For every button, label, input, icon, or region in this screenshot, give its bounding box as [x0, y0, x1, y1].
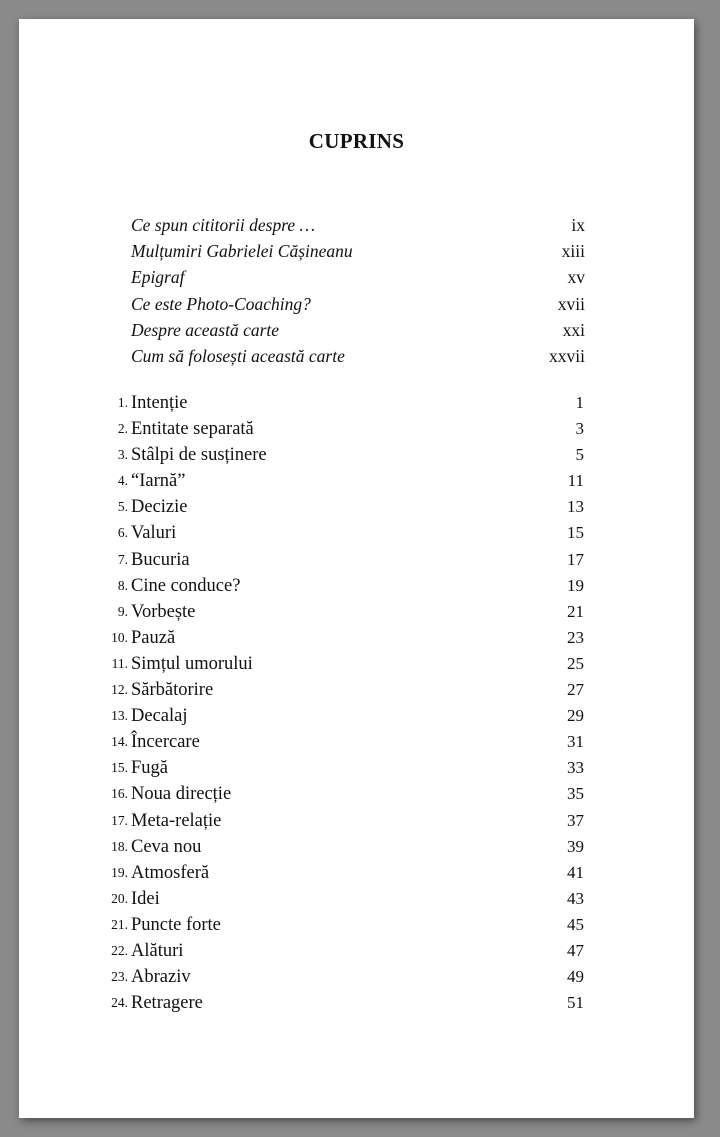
chapter-number: 16.	[111, 786, 128, 802]
chapter-entry	[89, 912, 584, 938]
chapter-entry	[89, 703, 584, 729]
chapter-entry	[89, 808, 584, 834]
chapter-number: 13.	[111, 708, 128, 724]
chapter-title: Decizie	[131, 497, 188, 518]
chapter-entry	[89, 625, 584, 651]
chapter-entry	[89, 573, 584, 599]
chapter-title: Entitate separată	[131, 419, 254, 440]
chapter-entry	[89, 834, 584, 860]
chapter-entry	[89, 860, 584, 886]
chapter-number: 6.	[117, 525, 128, 541]
chapter-page: 19	[567, 575, 584, 595]
chapter-entry	[89, 677, 584, 703]
chapter-number: 20.	[111, 890, 128, 906]
chapter-page: 25	[567, 653, 584, 673]
front-matter-page: xiii	[561, 241, 585, 262]
page-title: CUPRINS	[308, 129, 405, 153]
chapter-page: 35	[567, 784, 584, 804]
front-matter-title: Cum să folosești această carte	[131, 345, 345, 366]
chapter-entry	[89, 964, 584, 990]
chapter-entry	[89, 442, 584, 468]
chapter-number: 24.	[111, 995, 128, 1011]
chapter-title: Pauză	[131, 627, 176, 648]
chapter-title: Decalaj	[131, 706, 188, 727]
chapter-page: 27	[567, 680, 584, 700]
chapter-page: 43	[567, 888, 584, 908]
chapter-title: Intenție	[131, 393, 188, 413]
front-matter-title: Epigraf	[131, 267, 185, 288]
chapter-page: 31	[567, 732, 584, 752]
chapter-number: 21.	[111, 916, 128, 932]
front-matter-list	[131, 212, 585, 369]
chapter-number: 15.	[111, 760, 128, 776]
chapter-title: Sărbătorire	[131, 680, 214, 701]
front-matter-title: Ce este Photo-Coaching?	[131, 293, 311, 314]
chapter-title: Vorbește	[131, 601, 196, 622]
chapter-title: Idei	[131, 888, 160, 909]
chapter-page: 3	[575, 419, 584, 439]
chapter-entry	[89, 938, 584, 964]
chapter-title: Retragere	[131, 993, 203, 1014]
chapter-title: Noua direcție	[131, 784, 232, 805]
front-matter-page: xxi	[562, 319, 585, 340]
chapter-entry	[89, 547, 584, 573]
front-matter-page: xv	[567, 267, 585, 288]
chapter-number: 2.	[117, 421, 128, 437]
chapter-entry	[89, 990, 584, 1016]
chapter-number: 9.	[117, 603, 128, 619]
chapter-page: 17	[567, 549, 584, 569]
chapter-page: 33	[567, 758, 584, 778]
chapter-title: Simțul umorului	[131, 653, 253, 674]
chapter-title: Meta-relație	[131, 810, 222, 831]
chapter-entry	[89, 651, 584, 677]
chapter-title: Stâlpi de susținere	[131, 445, 267, 466]
chapter-page: 51	[567, 993, 584, 1013]
front-matter-title: Mulțumiri Gabrielei Cășineanu	[131, 241, 353, 262]
chapter-page: 21	[567, 601, 584, 621]
chapter-page: 1	[575, 393, 584, 412]
chapter-number: 12.	[111, 682, 128, 698]
chapter-title: Abraziv	[131, 967, 191, 988]
book-page	[19, 19, 694, 1118]
chapter-page: 13	[567, 497, 584, 517]
chapter-page: 37	[567, 810, 584, 830]
chapter-number: 8.	[117, 577, 128, 593]
chapter-title: Alături	[131, 940, 184, 961]
chapter-number: 5.	[117, 499, 128, 515]
chapter-title: Bucuria	[131, 549, 190, 570]
chapter-number: 3.	[117, 447, 128, 463]
chapter-number: 17.	[111, 812, 128, 828]
chapter-entry	[89, 468, 584, 494]
chapter-number: 18.	[111, 838, 128, 854]
front-matter-entry	[131, 317, 585, 343]
chapter-number: 10.	[111, 629, 128, 645]
chapter-title: Fugă	[131, 758, 168, 779]
front-matter-entry	[131, 291, 585, 317]
chapter-title: Cine conduce?	[131, 575, 241, 596]
chapter-page: 11	[567, 471, 584, 491]
front-matter-entry	[131, 264, 585, 290]
chapter-entry	[89, 390, 584, 416]
chapter-title: Ceva nou	[131, 836, 202, 857]
chapter-number: 19.	[111, 864, 128, 880]
chapter-page: 47	[567, 940, 584, 960]
chapter-page: 39	[567, 836, 584, 856]
front-matter-title: Ce spun cititorii despre …	[131, 215, 316, 235]
chapter-entry	[89, 416, 584, 442]
chapter-number: 7.	[117, 551, 128, 567]
chapter-page: 29	[567, 706, 584, 726]
chapter-number: 23.	[111, 969, 128, 985]
chapter-entry	[89, 781, 584, 807]
chapter-page: 23	[567, 627, 584, 647]
chapter-title: “Iarnă”	[131, 471, 186, 492]
chapter-title: Încercare	[131, 732, 200, 753]
front-matter-page: xxvii	[549, 345, 585, 366]
chapter-page: 41	[567, 862, 584, 882]
front-matter-entry	[131, 343, 585, 369]
front-matter-page: ix	[571, 215, 585, 235]
chapter-number: 4.	[117, 473, 128, 489]
chapter-number: 11.	[111, 655, 128, 671]
front-matter-title: Despre această carte	[131, 319, 280, 340]
chapter-title: Atmosferă	[131, 862, 210, 883]
front-matter-entry	[131, 238, 585, 264]
chapter-entry	[89, 886, 584, 912]
chapter-number: 22.	[111, 942, 128, 958]
chapter-title: Valuri	[131, 523, 177, 544]
chapter-entry	[89, 755, 584, 781]
chapter-number: 14.	[111, 734, 128, 750]
chapter-title: Puncte forte	[131, 914, 221, 935]
front-matter-entry	[131, 212, 585, 238]
chapter-entry	[89, 729, 584, 755]
chapter-entry	[89, 599, 584, 625]
chapter-page: 15	[567, 523, 584, 543]
chapter-page: 49	[567, 967, 584, 987]
chapter-number: 1.	[117, 395, 128, 410]
chapter-page: 5	[575, 445, 584, 465]
chapter-page: 45	[567, 914, 584, 934]
chapter-list	[89, 390, 584, 1016]
chapter-entry	[89, 494, 584, 520]
chapter-entry	[89, 520, 584, 546]
front-matter-page: xvii	[557, 293, 585, 314]
